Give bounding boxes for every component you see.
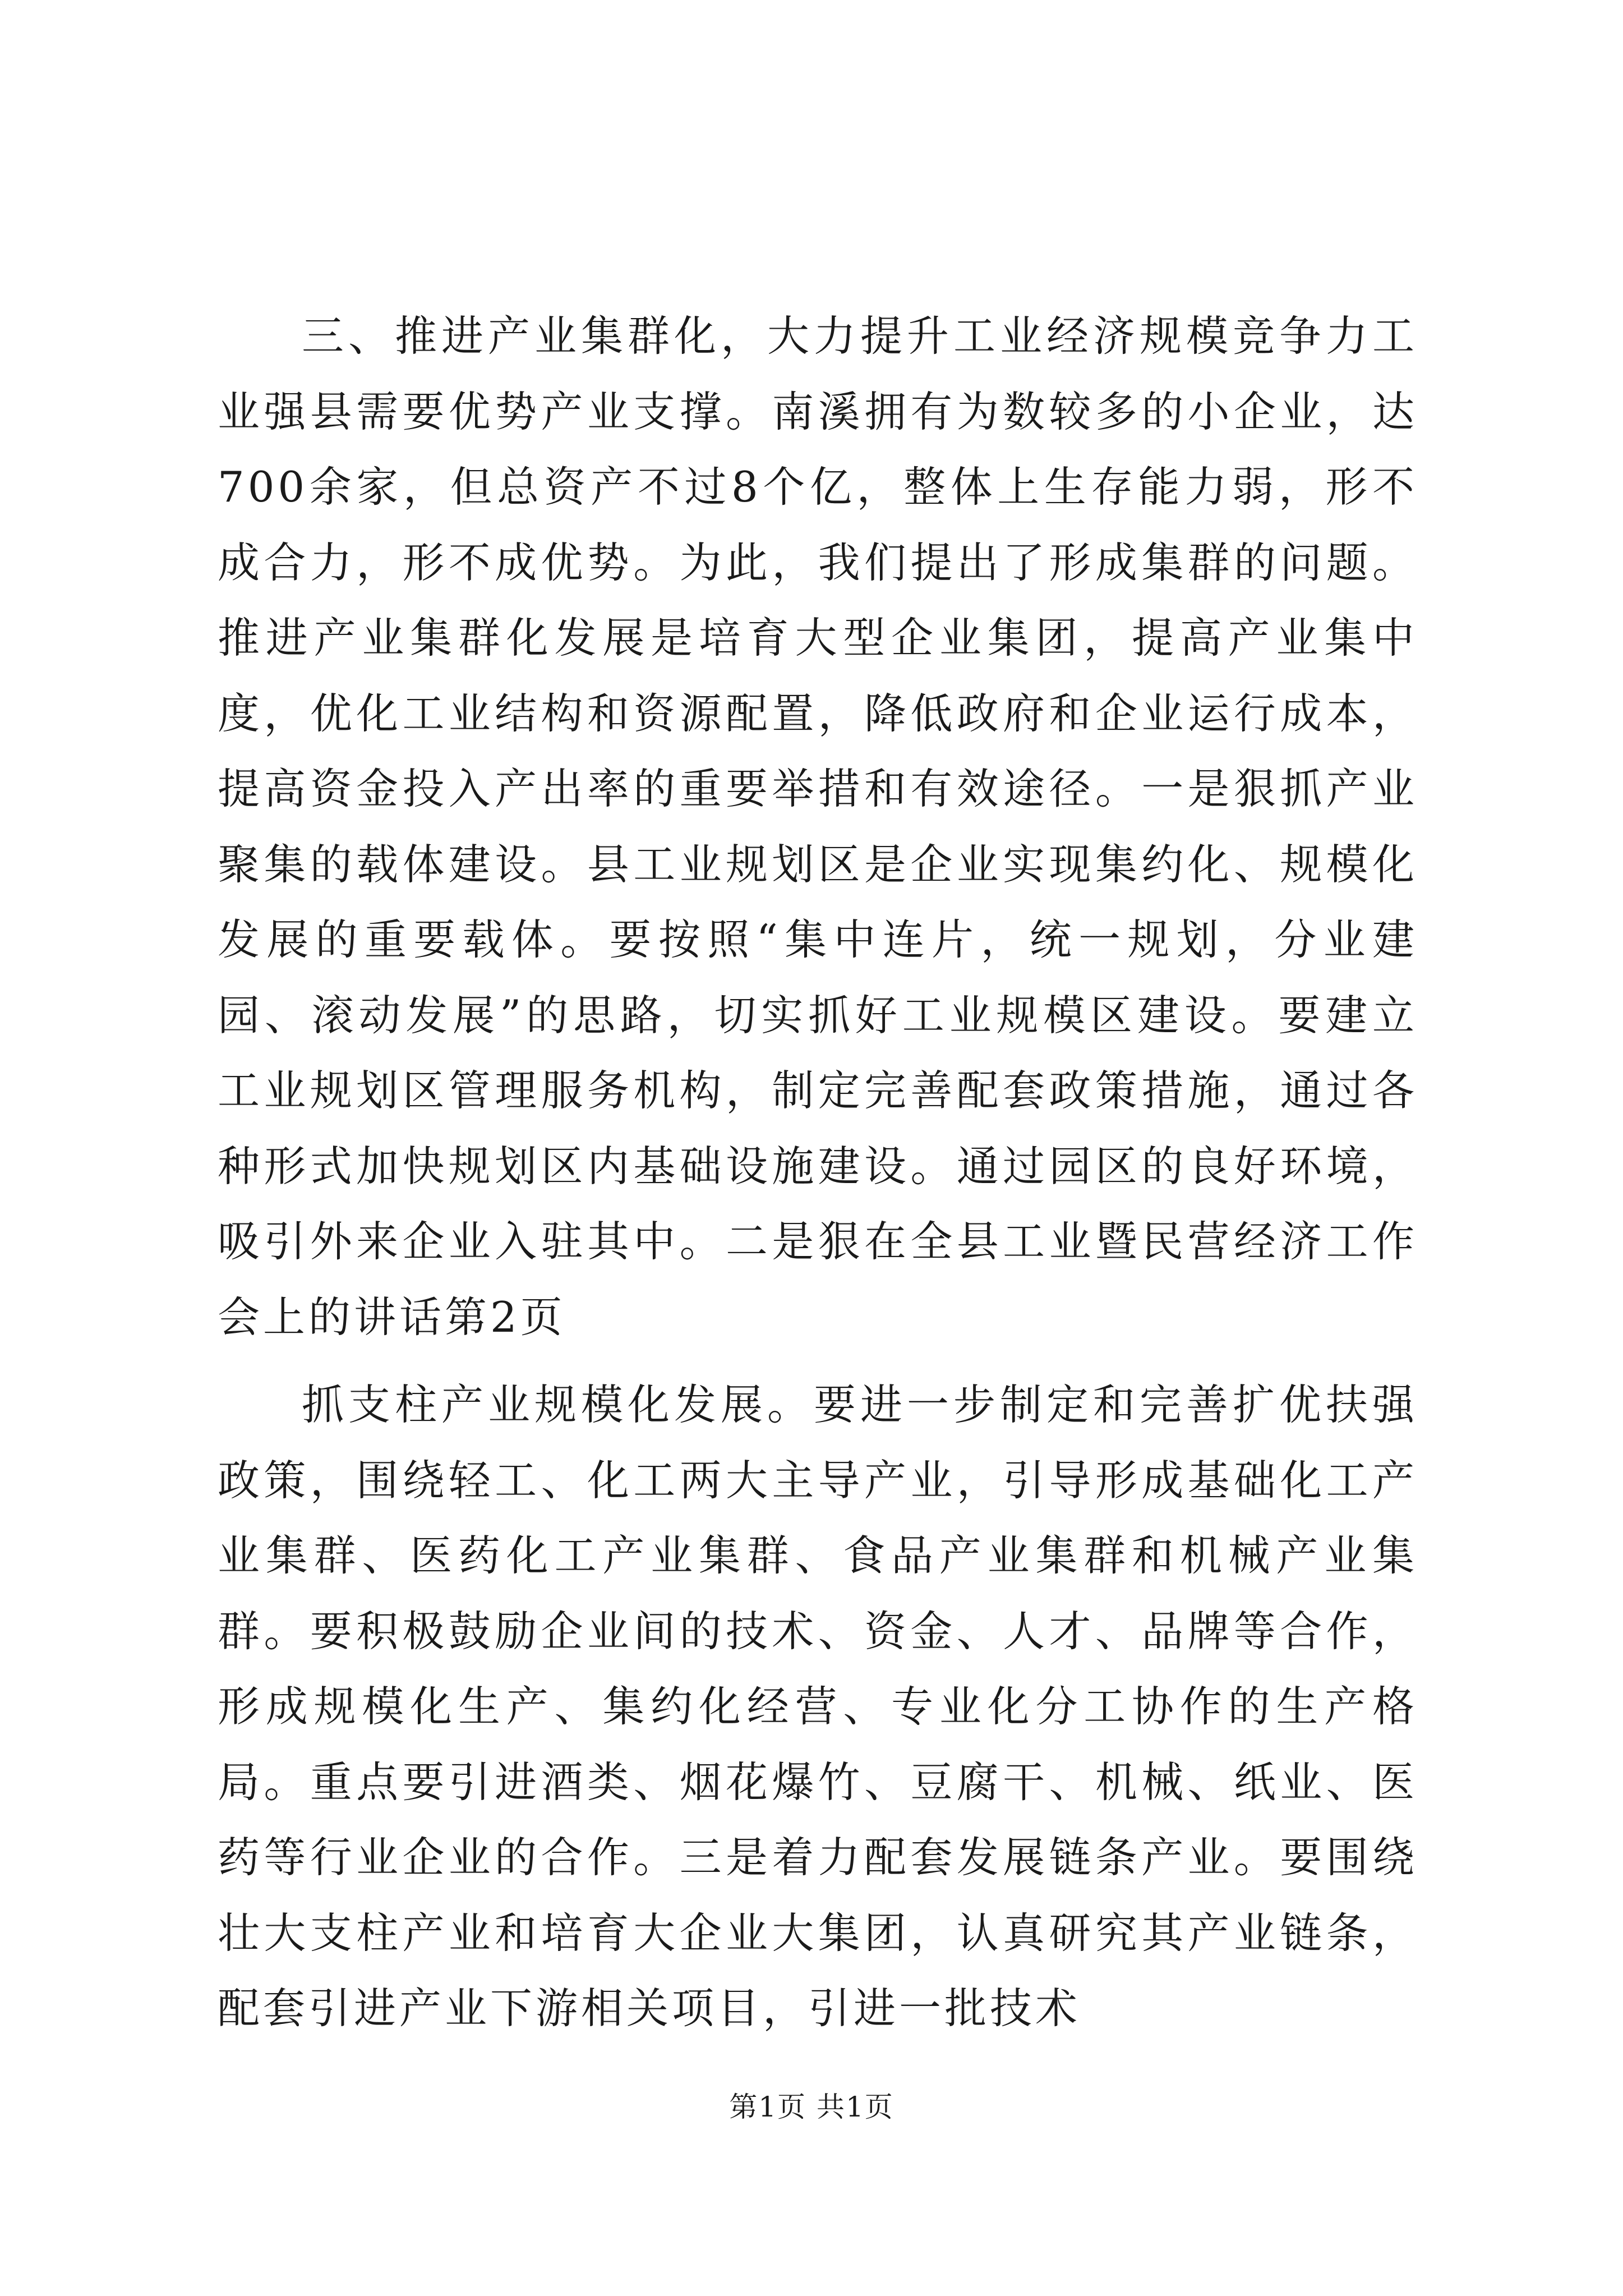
- document-body: [218, 298, 1418, 2046]
- paragraph-1: 三、推进产业集群化，大力提升工业经济规模竞争力工业强县需要优势产业支撑。南溪拥有为数较多的小企业，达700余家，但总资产不过8个亿，整体上生存能力弱，形不成合力，形不成优势。为此，我们提出了形成集群的问题。推进产业集群化发展是培育大型企业集团，提高产业集中度，优化工业结构和资源配置，降低政府和企业运行成本，提高资金投入产出率的重要举措和有效途径。一是狠抓产业聚集的载体建设。县工业规划区是企业实现集约化、规模化发展的重要载体。要按照“集中连片，统一规划，分业建园、滚动发展”的思路，切实抓好工业规模区建设。要建立工业规划区管理服务机构，制定完善配套政策措施，通过各种形式加快规划区内基础设施建设。通过园区的良好环境，吸引外来企业入驻其中。二是狠在全县工业暨民营经济工作会上的讲话第2页: [218, 311, 1418, 1342]
- paragraph-2: 抓支柱产业规模化发展。要进一步制定和完善扩优扶强政策，围绕轻工、化工两大主导产业，引导形成基础化工产业集群、医药化工产业集群、食品产业集群和机械产业集群。要积极鼓励企业间的技术、资金、人才、品牌等合作，形成规模化生产、集约化经营、专业化分工协作的生产格局。重点要引进酒类、烟花爆竹、豆腐干、机械、纸业、医药等行业企业的合作。三是着力配套发展链条产业。要围绕壮大支柱产业和培育大企业大集团，认真研究其产业链条，配套引进产业下游相关项目，引进一批技术: [218, 1380, 1418, 2033]
- page-footer: 第1页 共1页: [729, 2091, 894, 2123]
